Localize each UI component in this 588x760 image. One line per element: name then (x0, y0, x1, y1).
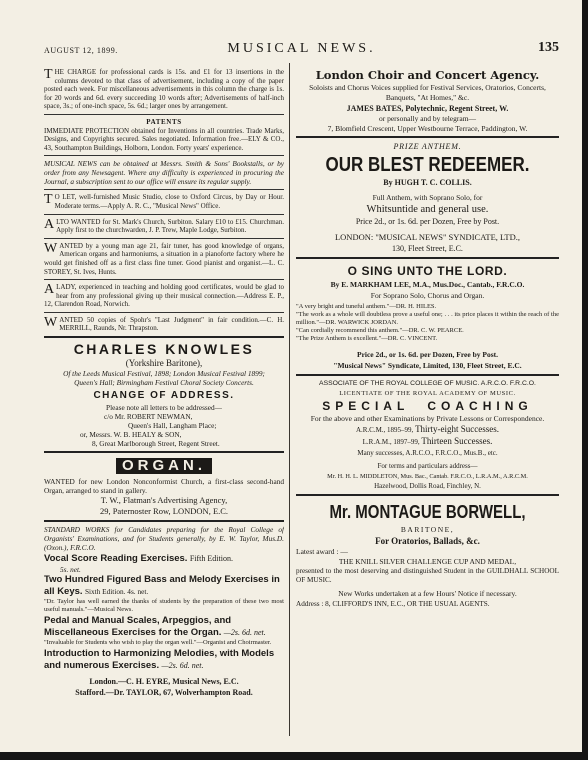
sing-title: O SING UNTO THE LORD. (347, 264, 508, 278)
review-quote: "The Prize Anthem is excellent."—DR. C. VINCENT. (296, 335, 438, 342)
sing-unto-lord-ad: O SING UNTO THE LORD. By E. MARKHAM LEE, M.A., Mus.Doc., Cantab., F.R.C.O. For Soprano Solo, Chorus and Organ. "A very bright and tuneful anthem."—DR. H. HILES. "The work as a whole will doubtless prove a useful one; . . . its price places it within the reach of the million."—DR. WARWICK JORDAN. "Can cordially recommend this anthem."—DR. C. W. PEARCE. "The Prize Anthem is excellent."—DR. C. VINCENT. Price 2d., or 1s. 6d. per Dozen, Free by Post. "Musical News" Syndicate, Limited, 130, Fleet Street, E.C. (296, 259, 559, 376)
patents-ad (44, 115, 284, 156)
bookstall-notice: MUSICAL NEWS can be obtained at Messrs. Smith & Sons' Bookstalls, or by order from any Newsagent. Where any difficulty is experienced in procuring the Journal, a subscription sent to our office will ensure its regular supply. (44, 156, 284, 190)
knowles-voice: (Yorkshire Baritone), (125, 358, 203, 369)
classified-item: WANTED by a young man age 21, fair tuner, has good knowledge of organs, American organs and harmoniums, a situation in a pianoforte factory where he would get finished off as a first class fine tuner. Good pianist and organist.—L. C. STOREY, St. Ives, Hunts. (44, 239, 284, 280)
page-number: 135 (538, 40, 559, 55)
classified-item: WANTED 50 copies of Spohr's "Last Judgment" in fair condition.—C. H. MERRILL, Raunds, Nr. Thrapston. (44, 313, 284, 338)
knowles-ad: CHARLES KNOWLES (Yorkshire Baritone), Of the Leeds Musical Festival, 1898; London Musical Festival 1899; Queen's Hall; Birmingham Festival Choral Society Concerts. CHANGE OF ADDRESS. Please note all letters to be addressed— c/o Mr. ROBERT NEWMAN, Queen's Hall, Langham Place; or, Messrs. W. B. HEALY & SON, 8, Great Marlborough Street, Regent Street. (44, 338, 284, 453)
right-column (296, 65, 559, 736)
organ-ad: ORGAN. WANTED for new London Nonconformist Church, a first-class second-hand Organ, arranged to stand in gallery. T. W., Flatman's Advertising Agency, 29, Paternoster Row, LONDON, E.C. (44, 453, 284, 522)
review-quote: "A very bright and tuneful anthem."—DR. H. HILES. (296, 303, 437, 310)
review-quote: "The work as a whole will doubtless prove a useful one; . . . its price places it within the reach of the million."—DR. WARWICK JORDAN. (296, 311, 559, 326)
blest-redeemer-ad: PRIZE ANTHEM. OUR BLEST REDEEMER. By HUGH T. C. COLLIS. Full Anthem, with Soprano Solo, for Whitsuntide and general use. Price 2d., or 1s. 6d. per Dozen, Free by Post. LONDON: "MUSICAL NEWS" SYNDICATE, LTD., 130, Fleet Street, E.C. (296, 138, 559, 259)
work-title: Pedal and Manual Scales, Arpeggios, and Miscellaneous Exercises for the Organ. (44, 615, 232, 639)
borwell-name: Mr. MONTAGUE BORWELL, (329, 501, 526, 523)
column-divider (289, 63, 290, 736)
choir-agency-ad: London Choir and Concert Agency. Soloists and Chorus Voices supplied for Festival Services, Oratorios, Concerts, Banquets, "At Homes," &c. JAMES BATES, Polytechnic, Regent Street, W. or personally and by telegram— 7, Blomfield Crescent, Upper Westbourne Terrace, Paddington, W. (296, 65, 559, 138)
masthead-title: MUSICAL NEWS. (227, 41, 376, 56)
work-title: Introduction to Harmonizing Melodies, with Models and numerous Exercises. (44, 648, 275, 672)
review-quote: "Can cordially recommend this anthem."—DR. C. W. PEARCE. (296, 327, 464, 334)
classified-item: T O LET, well-furnished Music Studio, close to Oxford Circus, by Day or Hour. Moderate terms.—Apply A. R. C., "Musical News" Office. (44, 190, 284, 214)
classified-item: A LADY, experienced in teaching and holding good certificates, would be glad to hear from any professional giving up their musical connection.—Address E. P., 12, Clarendon Road, Norwich. (44, 280, 284, 313)
patents-heading: PATENTS (146, 117, 182, 126)
page-header (44, 40, 559, 58)
knowles-name: CHARLES KNOWLES (73, 341, 255, 358)
scan-edge-bottom (0, 752, 588, 760)
work-title: Vocal Score Reading Exercises. (44, 553, 188, 565)
work-title: Two Hundred Figured Bass and Melody Exercises in all Keys. (44, 574, 280, 598)
blest-title: OUR BLEST REDEEMER. (325, 153, 530, 176)
scan-edge-right (582, 0, 588, 760)
charge-notice: THE CHARGE for professional cards is 15s. and £1 for 13 insertions in the columns devoted to that class of advertisement, including a copy of the paper posted each week. For miscellaneous advertisements in this column the charge is 1s. for 20 words and 6d. every succeeding 10 words after; Advertisements of half-inch space, 3s.; of one-inch space, 5s. 6d.; larger ones by arrangement. (44, 65, 284, 115)
classified-item: ALTO WANTED for St. Mark's Church, Surbiton. Salary £10 to £15. Churchman. Apply first to the churchwarden, J. P. Trew, Maple Lodge, Surbiton. (44, 215, 284, 239)
coaching-heading: SPECIAL COACHING (322, 399, 533, 413)
change-address-heading: CHANGE OF ADDRESS. (93, 390, 235, 402)
coaching-ad: ASSOCIATE OF THE ROYAL COLLEGE OF MUSIC. A.R.C.O. F.R.C.O. LICENTIATE OF THE ROYAL ACADEMY OF MUSIC. SPECIAL COACHING For the above and other Examinations by Private Lessons or Correspondence. A.R.C.M., 1895–99, Thirty-eight Successes. L.R.A.M., 1897–99, Thirteen Successes. Many successes, A.R.C.O., F.R.C.O., Mus.B., etc. For terms and particulars address— Mr. H. H. L. MIDDLETON, Mus. Bac., Cantab. F.R.C.O., L.R.A.M., A.R.C.M. Hazelwood, Dollis Road, Finchley, N. (296, 376, 559, 496)
borwell-ad: Mr. MONTAGUE BORWELL, BARITONE, For Oratorios, Ballads, &c. Latest award : — THE KNILL SILVER CHALLENGE CUP AND MEDAL, presented to the most deserving and distinguished Student in the GUILDHALL SCHOOL OF MUSIC. New Works undertaken at a few Hours' Notice if necessary. Address : 8, CLIFFORD'S INN, E.C., OR THE USUAL AGENTS. (296, 501, 559, 608)
patents-text: IMMEDIATE PROTECTION obtained for Inventions in all countries. Trade Marks, Designs, and Copyrights secured. Sales negotiated. Information free.—ELY & CO., 43, Southampton Buildings, Holborn, London. Forty years' experience. (44, 126, 284, 152)
left-column (44, 65, 284, 736)
organ-heading: ORGAN. (116, 458, 212, 474)
taylor-works-ad: STANDARD WORKS for Candidates preparing for the Royal College of Organists' Examinations, and for Students generally, by E. W. Taylor, Mus.D. (Oxon.), F.R.C.O. Vocal Score Reading Exercises. Fifth Edition. 5s. net. Two Hundred Figured Bass and Melody Exercises in all Keys. Sixth Edition. 4s. net. "Dr. Taylor has well earned the thanks of students by the preparation of these two most useful manuals."—Musical News. Pedal and Manual Scales, Arpeggios, and Miscellaneous Exercises for the Organ. —2s. 6d. net. "Invaluable for Students who wish to play the organ well."—Organist and Choirmaster. Introduction to Harmonizing Melodies, with Models and numerous Exercises. —2s. 6d. net. London.—C. H. EYRE, Musical News, E.C. Stafford.—Dr. TAYLOR, 67, Wolverhampton Road. (44, 525, 284, 698)
choir-agency-heading: London Choir and Concert Agency. (315, 68, 540, 82)
issue-date: AUGUST 12, 1899. (44, 46, 118, 55)
knowles-credits: Of the Leeds Musical Festival, 1898; London Musical Festival 1899; Queen's Hall; Birmingham Festival Choral Society Concerts. (63, 369, 265, 388)
